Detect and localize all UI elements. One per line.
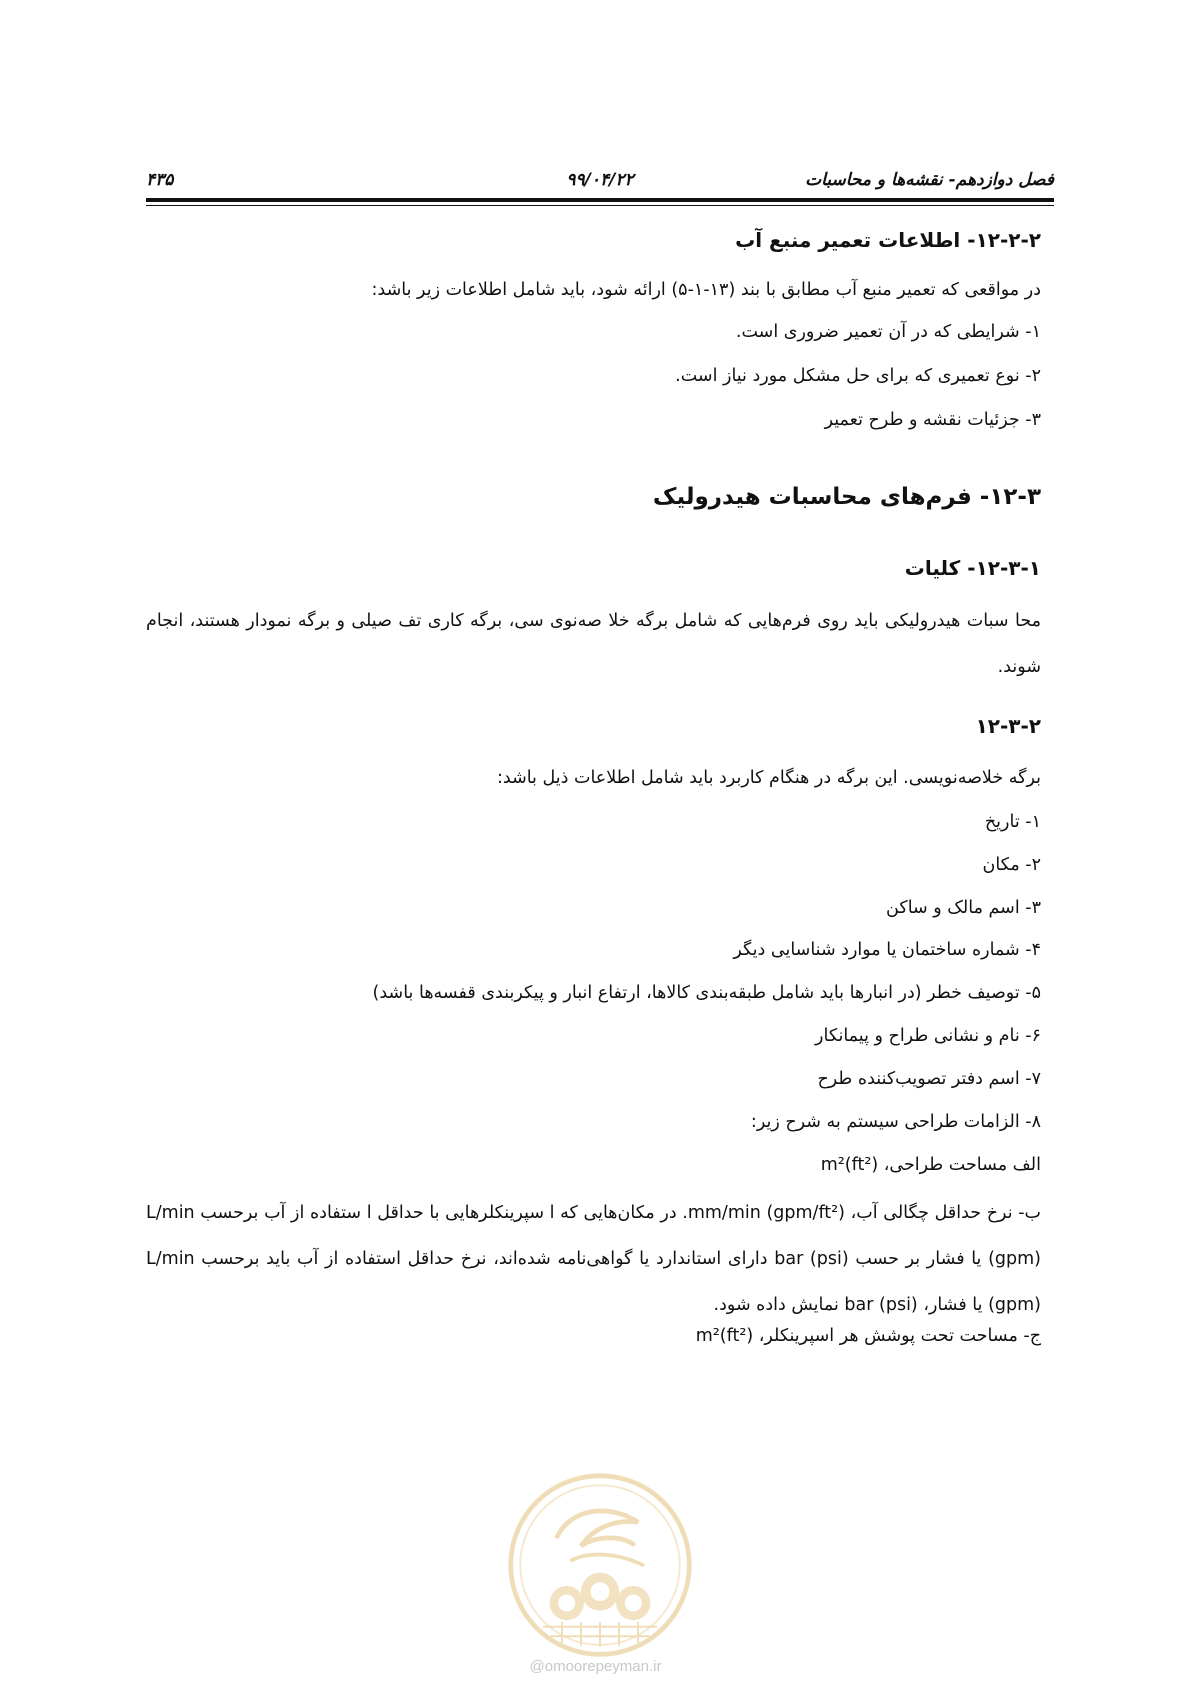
page-number: ۴۳۵ [146,170,174,190]
repair-intro: در مواقعی که تعمیر منبع آب مطابق با بند (۱۳-۱-۵) ارائه شود، باید شامل اطلاعات زیر باشد: [371,280,1041,300]
header-rule-thick [146,198,1054,202]
summary-item-6: ۶- نام و نشانی طراح و پیمانکار [815,1026,1041,1046]
watermark-seal-icon [505,1470,695,1660]
repair-item-2: ۲- نوع تعمیری که برای حل مشکل مورد نیاز است. [675,366,1041,386]
summary-item-7: ۷- اسم دفتر تصویب‌کننده طرح [817,1069,1041,1089]
summary-item-2: ۲- مکان [982,855,1041,875]
summary-item-8: ۸- الزامات طراحی سیستم به شرح زیر: [750,1112,1041,1132]
running-header [146,170,1054,196]
design-area-item: الف مساحت طراحی، m²(ft²) [820,1155,1041,1175]
repair-item-3: ۳- جزئیات نقشه و طرح تعمیر [824,410,1041,430]
section-heading-general: ۱۲-۳-۱- کلیات [904,556,1041,580]
coverage-area-item: ج- مساحت تحت پوشش هر اسپرینکلر، m²(ft²) [695,1326,1041,1346]
summary-item-5: ۵- توصیف خطر (در انبارها باید شامل طبقه‌بندی کالاها، ارتفاع انبار و پیکربندی قفسه‌ها باشد) [372,983,1041,1003]
summary-intro: برگه خلاصه‌نویسی. این برگه در هنگام کاربرد باید شامل اطلاعات ذیل باشد: [496,768,1041,788]
chapter-title: فصل دوازدهم- نقشه‌ها و محاسبات [805,170,1054,190]
general-paragraph: محا سبات هیدرولیکی باید روی فرم‌هایی که شامل برگه خلا صه‌نوی سی، برگه کاری تف صیلی و برگه نمودار هستند، انجام شوند. [146,611,1041,677]
repair-item-1: ۱- شرایطی که در آن تعمیر ضروری است. [735,322,1041,342]
summary-item-3: ۳- اسم مالک و ساکن [886,898,1041,918]
section-heading-12-3-2: ۱۲-۳-۲ [975,714,1041,738]
density-item: ب- نرخ حداقل چگالی آب، mm/min (gpm/ft²). در مکان‌هایی که ا سپرینکلرهایی با حداقل ا ستفاده از آب برحسب L/min (gpm) یا فشار بر حسب bar (psi) دارای استاندارد یا گواهی‌نامه شده‌اند، نرخ حداقل استفاده از آب باید برحسب L/min (gpm) یا فشار، bar (psi) نمایش داده شود. [146,1203,1041,1315]
revision-date: ۹۹/۰۴/۲۲ [566,170,634,190]
watermark-site: @omoorepeyman.ir [529,1658,662,1675]
header-rule-thin [146,205,1054,206]
summary-item-1: ۱- تاریخ [984,812,1041,832]
section-heading-repair: ۱۲-۲-۲- اطلاعات تعمیر منبع آب [735,228,1041,252]
section-heading-forms: ۱۲-۳- فرم‌های محاسبات هیدرولیک [652,484,1041,510]
summary-item-4: ۴- شماره ساختمان یا موارد شناسایی دیگر [733,940,1041,960]
